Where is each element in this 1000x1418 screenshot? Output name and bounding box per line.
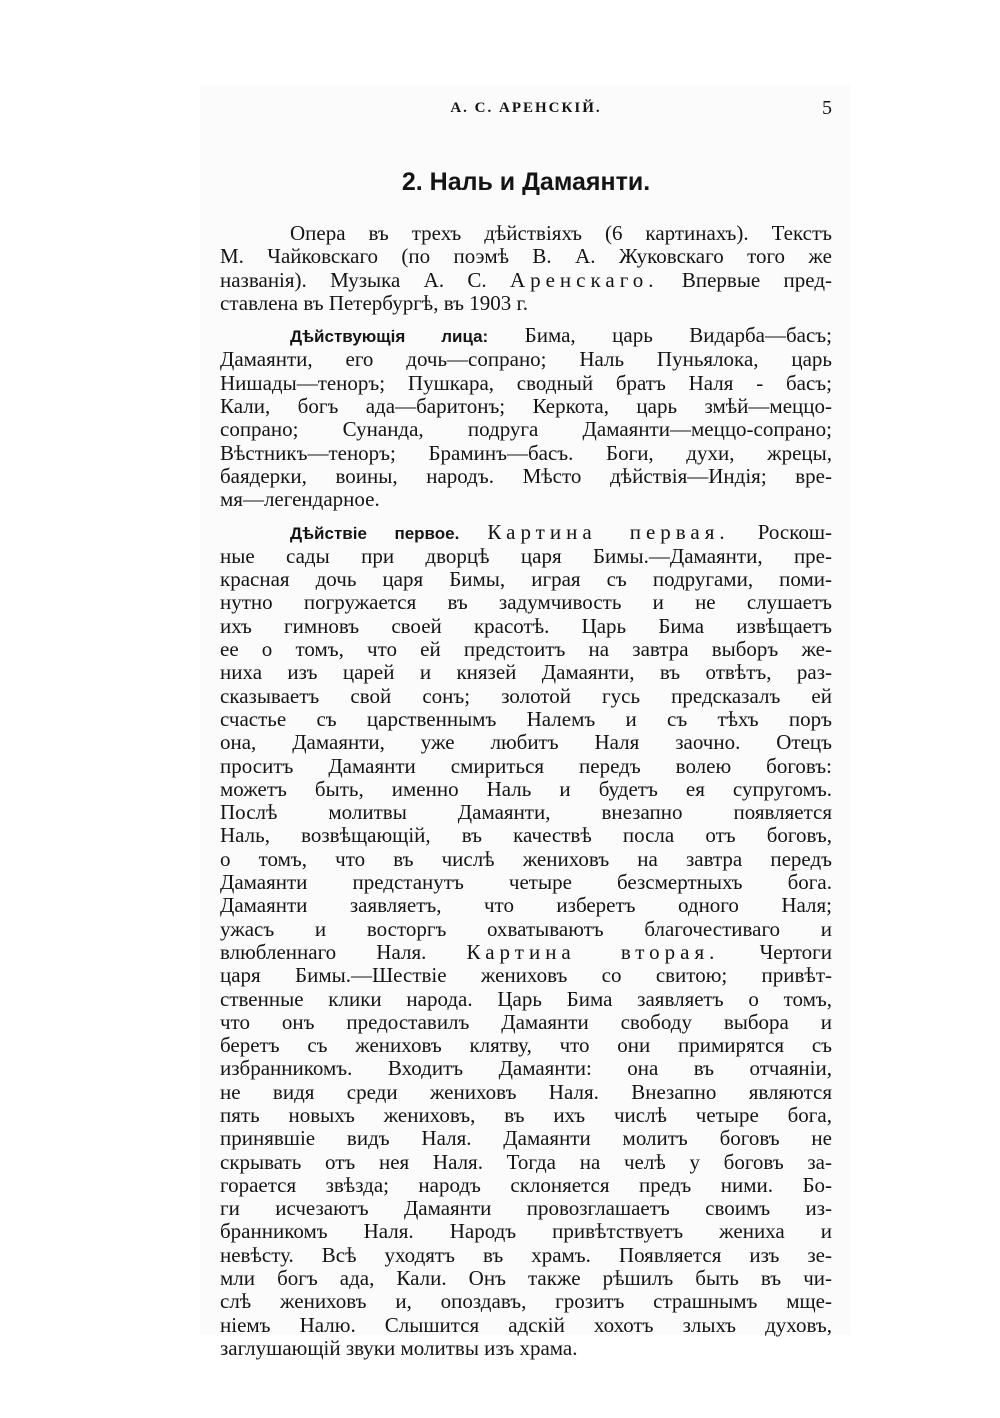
text-line: красная дочь царя Бимы, играя съ подругами, поми-: [220, 567, 832, 592]
text-line: ги исчезаютъ Дамаянти провозглашаетъ своимъ из-: [220, 1196, 832, 1221]
text-line: принявшіе видъ Наля. Дамаянти молитъ боговъ не: [220, 1126, 832, 1151]
text-line: мли богъ ада, Кали. Онъ также рѣшилъ быть въ чи-: [220, 1266, 832, 1291]
text-line: [220, 269, 832, 292]
text-line: Дамаянти заявляетъ, что изберетъ одного Наля;: [220, 893, 832, 918]
text-line: о томъ, что въ числѣ жениховъ на завтра передъ: [220, 846, 832, 871]
composer-name-spaced: Аренскаго.: [509, 267, 659, 292]
text-line: ниха изъ царей и князей Дамаянти, въ отвѣтъ, раз-: [220, 660, 832, 685]
text-line: Кали, богъ ада—баритонъ; Керкота, царь змѣй—меццо-: [220, 394, 832, 419]
section-title: 2. Наль и Дамаянти.: [401, 168, 651, 196]
text-line: [220, 941, 832, 964]
text-line: ихъ гимновъ своей красотѣ. Царь Бима извѣщаетъ: [220, 613, 832, 638]
text-line: беретъ съ жениховъ клятву, что они примирятся съ: [220, 1033, 832, 1058]
text-line: царя Бимы.—Шествіе жениховъ со свитою; привѣт-: [220, 963, 832, 988]
text-line: Нишады—теноръ; Пушкара, сводный братъ Наля - басъ;: [220, 370, 832, 395]
text-line: Вѣстникъ—теноръ; Браминъ—басъ. Боги, духи, жрецы,: [220, 440, 832, 465]
text-line: что онъ предоставилъ Дамаянти свободу выбора и: [220, 1009, 832, 1034]
text-line: ее о томъ, что ей предстоитъ на завтра выборъ же-: [220, 637, 832, 662]
text-line: Дамаянти предстанутъ четыре безсмертныхъ бога.: [220, 870, 832, 895]
act-label: Дѣйствіе первое.: [290, 523, 460, 543]
text-run: Роскош-: [757, 519, 833, 544]
text-line: Опера въ трехъ дѣйствіяхъ (6 картинахъ). Текстъ: [290, 221, 832, 245]
text-line: избранникомъ. Входитъ Дамаянти: она въ отчаяніи,: [220, 1056, 832, 1081]
text-line: пять новыхъ жениховъ, въ ихъ числѣ четыре бога,: [220, 1102, 832, 1127]
text-line: баядерки, воины, народъ. Мѣсто дѣйствія—Индія; вре-: [220, 463, 832, 488]
text-line: скрывать отъ нея Наля. Тогда на челѣ у боговъ за-: [220, 1149, 832, 1174]
text-line: она, Дамаянти, уже любитъ Наля заочно. Отецъ: [220, 730, 832, 755]
text-line: ственные клики народа. Царь Бима заявляетъ о томъ,: [220, 986, 832, 1011]
text-line: мя—легендарное.: [220, 487, 380, 512]
scene-heading-spaced: Картина первая.: [487, 519, 730, 544]
text-line: горается звѣзда; народъ склоняется предъ ними. Бо-: [220, 1172, 832, 1197]
text-line: ужасъ и восторгъ охватываютъ благочестиваго и: [220, 916, 832, 941]
text-line: ные сады при дворцѣ царя Бимы.—Дамаянти, пре-: [220, 543, 832, 568]
page-number: 5: [822, 97, 832, 119]
synopsis-text: [220, 222, 832, 1360]
act-one-paragraph: [220, 521, 832, 1361]
text-line: [220, 324, 832, 348]
text-line: сопрано; Сунанда, подруга Дамаянти—меццо-сопрано;: [220, 417, 832, 442]
text-line: слѣ жениховъ и, опоздавъ, грозитъ страшнымъ мще-: [220, 1289, 832, 1314]
text-line: М. Чайковскаго (по поэмѣ В. А. Жуковскаго того же: [220, 244, 832, 269]
scene-heading-spaced: Картина вторая.: [466, 939, 720, 964]
text-line: невѣсту. Всѣ уходятъ въ храмъ. Появляется изъ зе-: [220, 1242, 832, 1267]
text-run: Чертоги: [759, 939, 833, 964]
intro-paragraph: [220, 222, 832, 315]
running-head: [220, 97, 832, 124]
text-line: Наль, возвѣщающій, въ качествѣ посла отъ боговъ,: [220, 823, 832, 848]
text-line: ставлена въ Петербургѣ, въ 1903 г.: [220, 290, 528, 315]
text-run: влюбленнаго Наля.: [220, 939, 427, 964]
text-line: заглушающій звуки молитвы изъ храма.: [220, 1335, 578, 1360]
cast-label: Дѣйствующія лица:: [290, 327, 489, 347]
text-line: Послѣ молитвы Дамаянти, внезапно появляется: [220, 800, 832, 825]
text-line: можетъ быть, именно Наль и будетъ ея супругомъ.: [220, 776, 832, 801]
running-head-author: А. С. АРЕНСКІЙ.: [450, 100, 602, 116]
text-line: не видя среди жениховъ Наля. Внезапно являются: [220, 1079, 832, 1104]
text-run: Бима, царь Видарба—басъ;: [524, 323, 832, 348]
text-line: проситъ Дамаянти смириться передъ волею боговъ:: [220, 753, 832, 778]
text-line: бранникомъ Наля. Народъ привѣтствуетъ жениха и: [220, 1219, 832, 1244]
text-run: Впервые пред-: [681, 267, 833, 292]
cast-paragraph: [220, 324, 832, 511]
text-line: счастье съ царственнымъ Налемъ и съ тѣхъ поръ: [220, 706, 832, 731]
text-line: Дамаянти, его дочь—сопрано; Наль Пуньялока, царь: [220, 347, 832, 372]
text-line: [220, 521, 832, 545]
text-line: ніемъ Налю. Слышится адскій хохотъ злыхъ духовъ,: [220, 1312, 832, 1337]
text-line: сказываетъ свой сонъ; золотой гусь предсказалъ ей: [220, 683, 832, 708]
text-line: нутно погружается въ задумчивость и не слушаетъ: [220, 590, 832, 615]
text-run: названія). Музыка А. С.: [220, 267, 487, 292]
